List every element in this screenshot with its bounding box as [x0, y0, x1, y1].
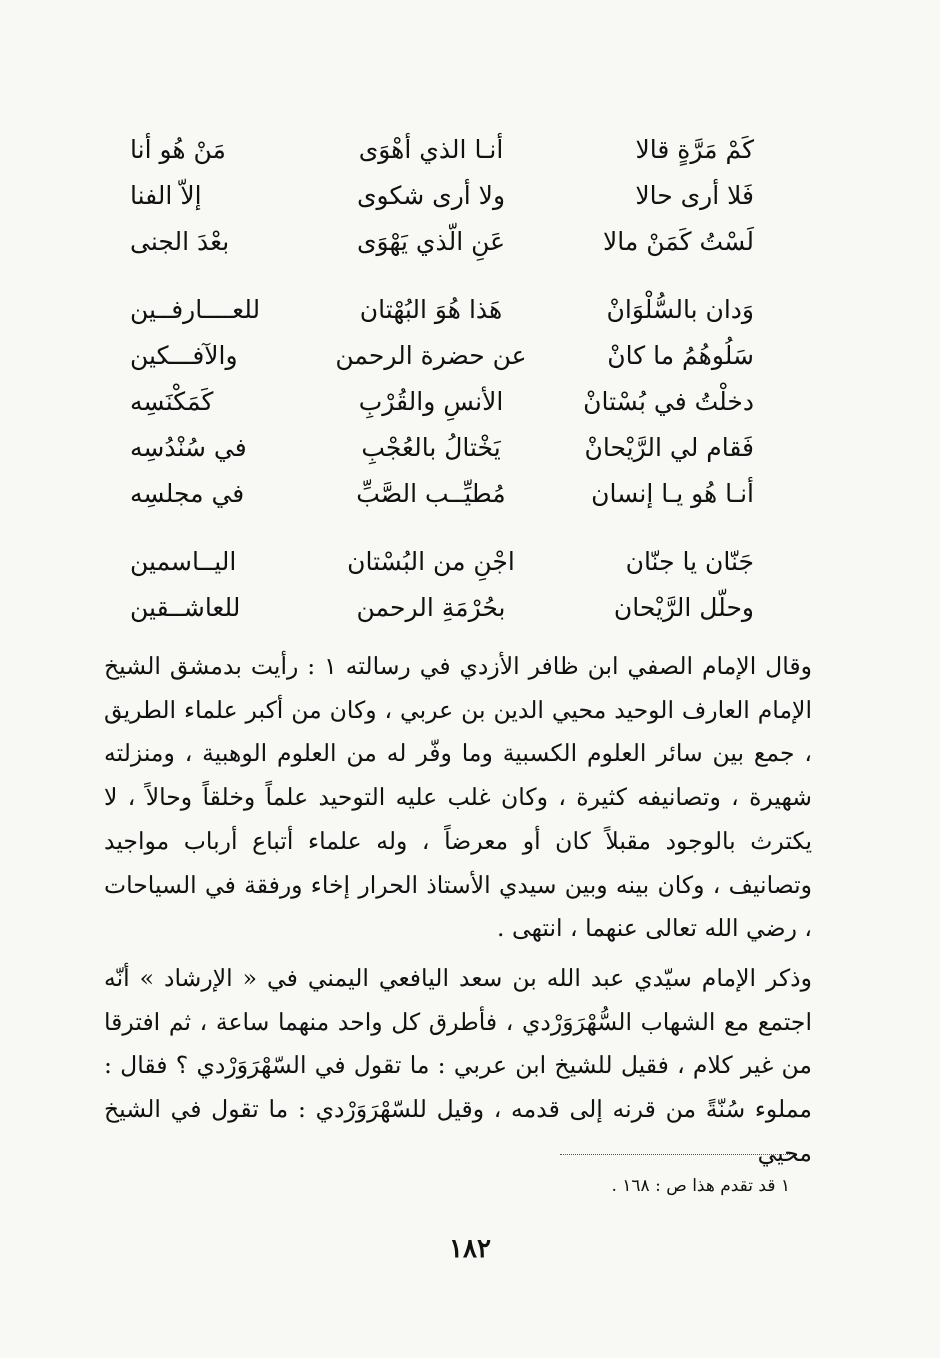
verse-part: فَقام لي الرَّيْحانْ	[584, 433, 754, 462]
verse-part: ولا أرى شكوى	[356, 181, 506, 210]
page-number: ١٨٢	[449, 1234, 491, 1264]
poem-verse	[130, 135, 790, 181]
footnote: ١ قد تقدم هذا ص : ١٦٨ .	[611, 1176, 790, 1196]
footnote-divider	[560, 1154, 790, 1155]
verse-part: لَسْتُ كَمَنْ مالا	[602, 227, 754, 256]
poem-verse	[130, 547, 790, 593]
poem-verse	[130, 593, 790, 639]
verse-part: وحلّل الرَّيْحان	[613, 593, 754, 622]
verse-part: جَنّان يا جنّان	[625, 547, 754, 576]
verse-part: عَنِ الّذي يَهْوَى	[356, 227, 506, 256]
verse-part: بعْدَ الجنى	[130, 227, 230, 256]
verse-part: مَنْ هُو أنا	[130, 135, 226, 164]
verse-part: مُطيِّــب الصَّبِّ	[356, 479, 506, 508]
paragraph: وقال الإمام الصفي ابن ظافر الأزدي في رسالته ١ : رأيت بدمشق الشيخ الإمام العارف الوحيد محيي الدين بن عربي ، وكان من أكبر علماء الطريق ، جمع بين سائر العلوم الكسبية وما وفّر له من العلوم الوهبية ، ومنزلته شهيرة ، وتصانيفه كثيرة ، وكان غلب عليه التوحيد علماً وخلقاً وحالاً ، لا يكترث بالوجود مقبلاً كان أو معرضاً ، وله علماء أتباع أرباب مواجيد وتصانيف ، وكان بينه وبين سيدي الأستاذ الحرار إخاء ورفقة في السياحات ، رضي الله تعالى عنهما ، انتهى .	[104, 652, 812, 943]
verse-part: والآفـــكين	[130, 341, 238, 370]
verse-part: بحُرْمَةِ الرحمن	[356, 593, 506, 622]
verse-part: أنـا هُو يـا إنسان	[591, 479, 754, 508]
verse-part: في مجلسِه	[130, 479, 245, 508]
poem-verse	[130, 479, 790, 525]
verse-part: اجْنِ من البُسْتان	[347, 547, 515, 576]
verse-part: عن حضرة الرحمن	[335, 341, 527, 370]
verse-part: دخلْتُ في بُسْتانْ	[583, 387, 754, 416]
verse-part: اليــاسمين	[130, 547, 237, 576]
poem	[130, 135, 790, 639]
verse-part: إلاّ الفنا	[130, 181, 202, 210]
body-text	[104, 645, 812, 1175]
poem-verse	[130, 227, 790, 273]
verse-part: للعــــارفــين	[130, 295, 261, 324]
verse-part: فَلا أرى حالا	[635, 181, 754, 210]
verse-part: كَمْ مَرَّةٍ قالا	[635, 135, 754, 164]
verse-part: هَذا هُوَ البُهْتان	[359, 295, 503, 324]
verse-part: أنـا الذي أهْوَى	[358, 135, 504, 164]
paragraph: وذكر الإمام سيّدي عبد الله بن سعد اليافعي اليمني في « الإرشاد » أنّه اجتمع مع الشهاب السُّهْرَوَرْدي ، فأطرق كل واحد منهما ساعة ، ثم افترقا من غير كلام ، فقيل للشيخ ابن عربي : ما تقول في السّهْرَوَرْدي ؟ فقال : مملوء سُنّةً من قرنه إلى قدمه ، وقيل للسّهْرَوَرْدي : ما تقول في الشيخ محيي	[104, 963, 812, 1167]
verse-part: سَلُوهُمُ ما كانْ	[607, 341, 754, 370]
poem-verse	[130, 295, 790, 341]
verse-part: وَدان بالسُّلْوَانْ	[606, 295, 754, 324]
verse-part: في سُنْدُسِه	[130, 433, 247, 462]
verse-part: يَخْتالُ بالعُجْبِ	[361, 433, 501, 462]
verse-part: الأنسِ والقُرْبِ	[358, 387, 504, 416]
poem-verse	[130, 341, 790, 387]
verse-part: كَمَكْنَسِه	[130, 387, 214, 416]
verse-part: للعاشــقين	[130, 593, 241, 622]
poem-verse	[130, 387, 790, 433]
poem-verse	[130, 181, 790, 227]
poem-verse	[130, 433, 790, 479]
